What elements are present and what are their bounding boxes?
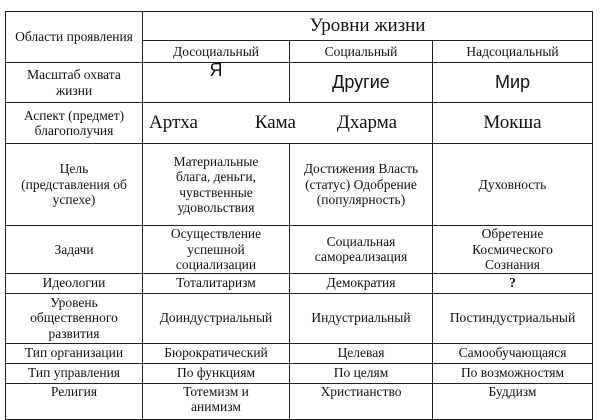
table-cell: Достижения Власть (статус) Одобрение (популярность) — [290, 144, 433, 226]
row-label: Идеологии — [6, 273, 143, 293]
header-levels: Уровни жизни — [143, 12, 593, 41]
row-label: Задачи — [6, 226, 143, 274]
table-row — [6, 343, 593, 363]
column-header-presocial: Досоциальный — [143, 41, 290, 63]
table-cell: Буддизм — [433, 383, 593, 419]
table-cell: Постиндустриальный — [433, 293, 593, 343]
row-label: Цель (представления об успехе) — [6, 144, 143, 226]
table-cell: Кама — [254, 112, 296, 134]
row-label: Масштаб охвата жизни — [6, 63, 143, 103]
table-cell: Тотемизм и анимизм — [143, 383, 290, 419]
table-cell: Я — [143, 63, 290, 103]
table-row — [6, 226, 593, 274]
table-cell: По целям — [290, 363, 433, 383]
header-areas: Области проявления — [6, 12, 143, 63]
table-cell: ? — [433, 273, 593, 293]
column-header-suprasocial: Надсоциальный — [433, 41, 593, 63]
life-levels-table — [5, 11, 593, 420]
table-cell: Христианство — [290, 383, 433, 419]
table-row — [6, 103, 593, 144]
row-label: Уровень общественного развития — [6, 293, 143, 343]
table-row — [6, 63, 593, 103]
table-cell: Доиндустриальный — [143, 293, 290, 343]
table-cell: Самообучающаяся — [433, 343, 593, 363]
table-cell: Бюрократический — [143, 343, 290, 363]
table-row — [6, 383, 593, 419]
table-row — [6, 144, 593, 226]
table-cell: Обретение Космического Сознания — [433, 226, 593, 274]
row-label: Аспект (предмет) благополучия — [6, 103, 143, 144]
table-cell: Материальные блага, деньги, чувственные удовольствия — [143, 144, 290, 226]
table-cell: Духовность — [433, 144, 593, 226]
row-label: Религия — [6, 383, 143, 419]
table-row — [6, 293, 593, 343]
table-cell: Целевая — [290, 343, 433, 363]
table-cell: Мир — [433, 63, 593, 103]
table-cell: Социальная самореализация — [290, 226, 433, 274]
row-label: Тип организации — [6, 343, 143, 363]
table-cell: Другие — [290, 63, 433, 103]
table-row — [6, 363, 593, 383]
table-cell: Мокша — [433, 103, 593, 144]
table-cell: Артха — [149, 112, 198, 134]
row-label: Тип управления — [6, 363, 143, 383]
table-cell: Тоталитаризм — [143, 273, 290, 293]
table-cell: Дхарма — [336, 112, 398, 134]
table-cell: Демократия — [290, 273, 433, 293]
table-row — [6, 273, 593, 293]
table-cell: Осуществление успешной социализации — [143, 226, 290, 274]
table-cell: По возможностям — [433, 363, 593, 383]
column-header-social: Социальный — [290, 41, 433, 63]
table-cell: Индустриальный — [290, 293, 433, 343]
table-cell: По функциям — [143, 363, 290, 383]
